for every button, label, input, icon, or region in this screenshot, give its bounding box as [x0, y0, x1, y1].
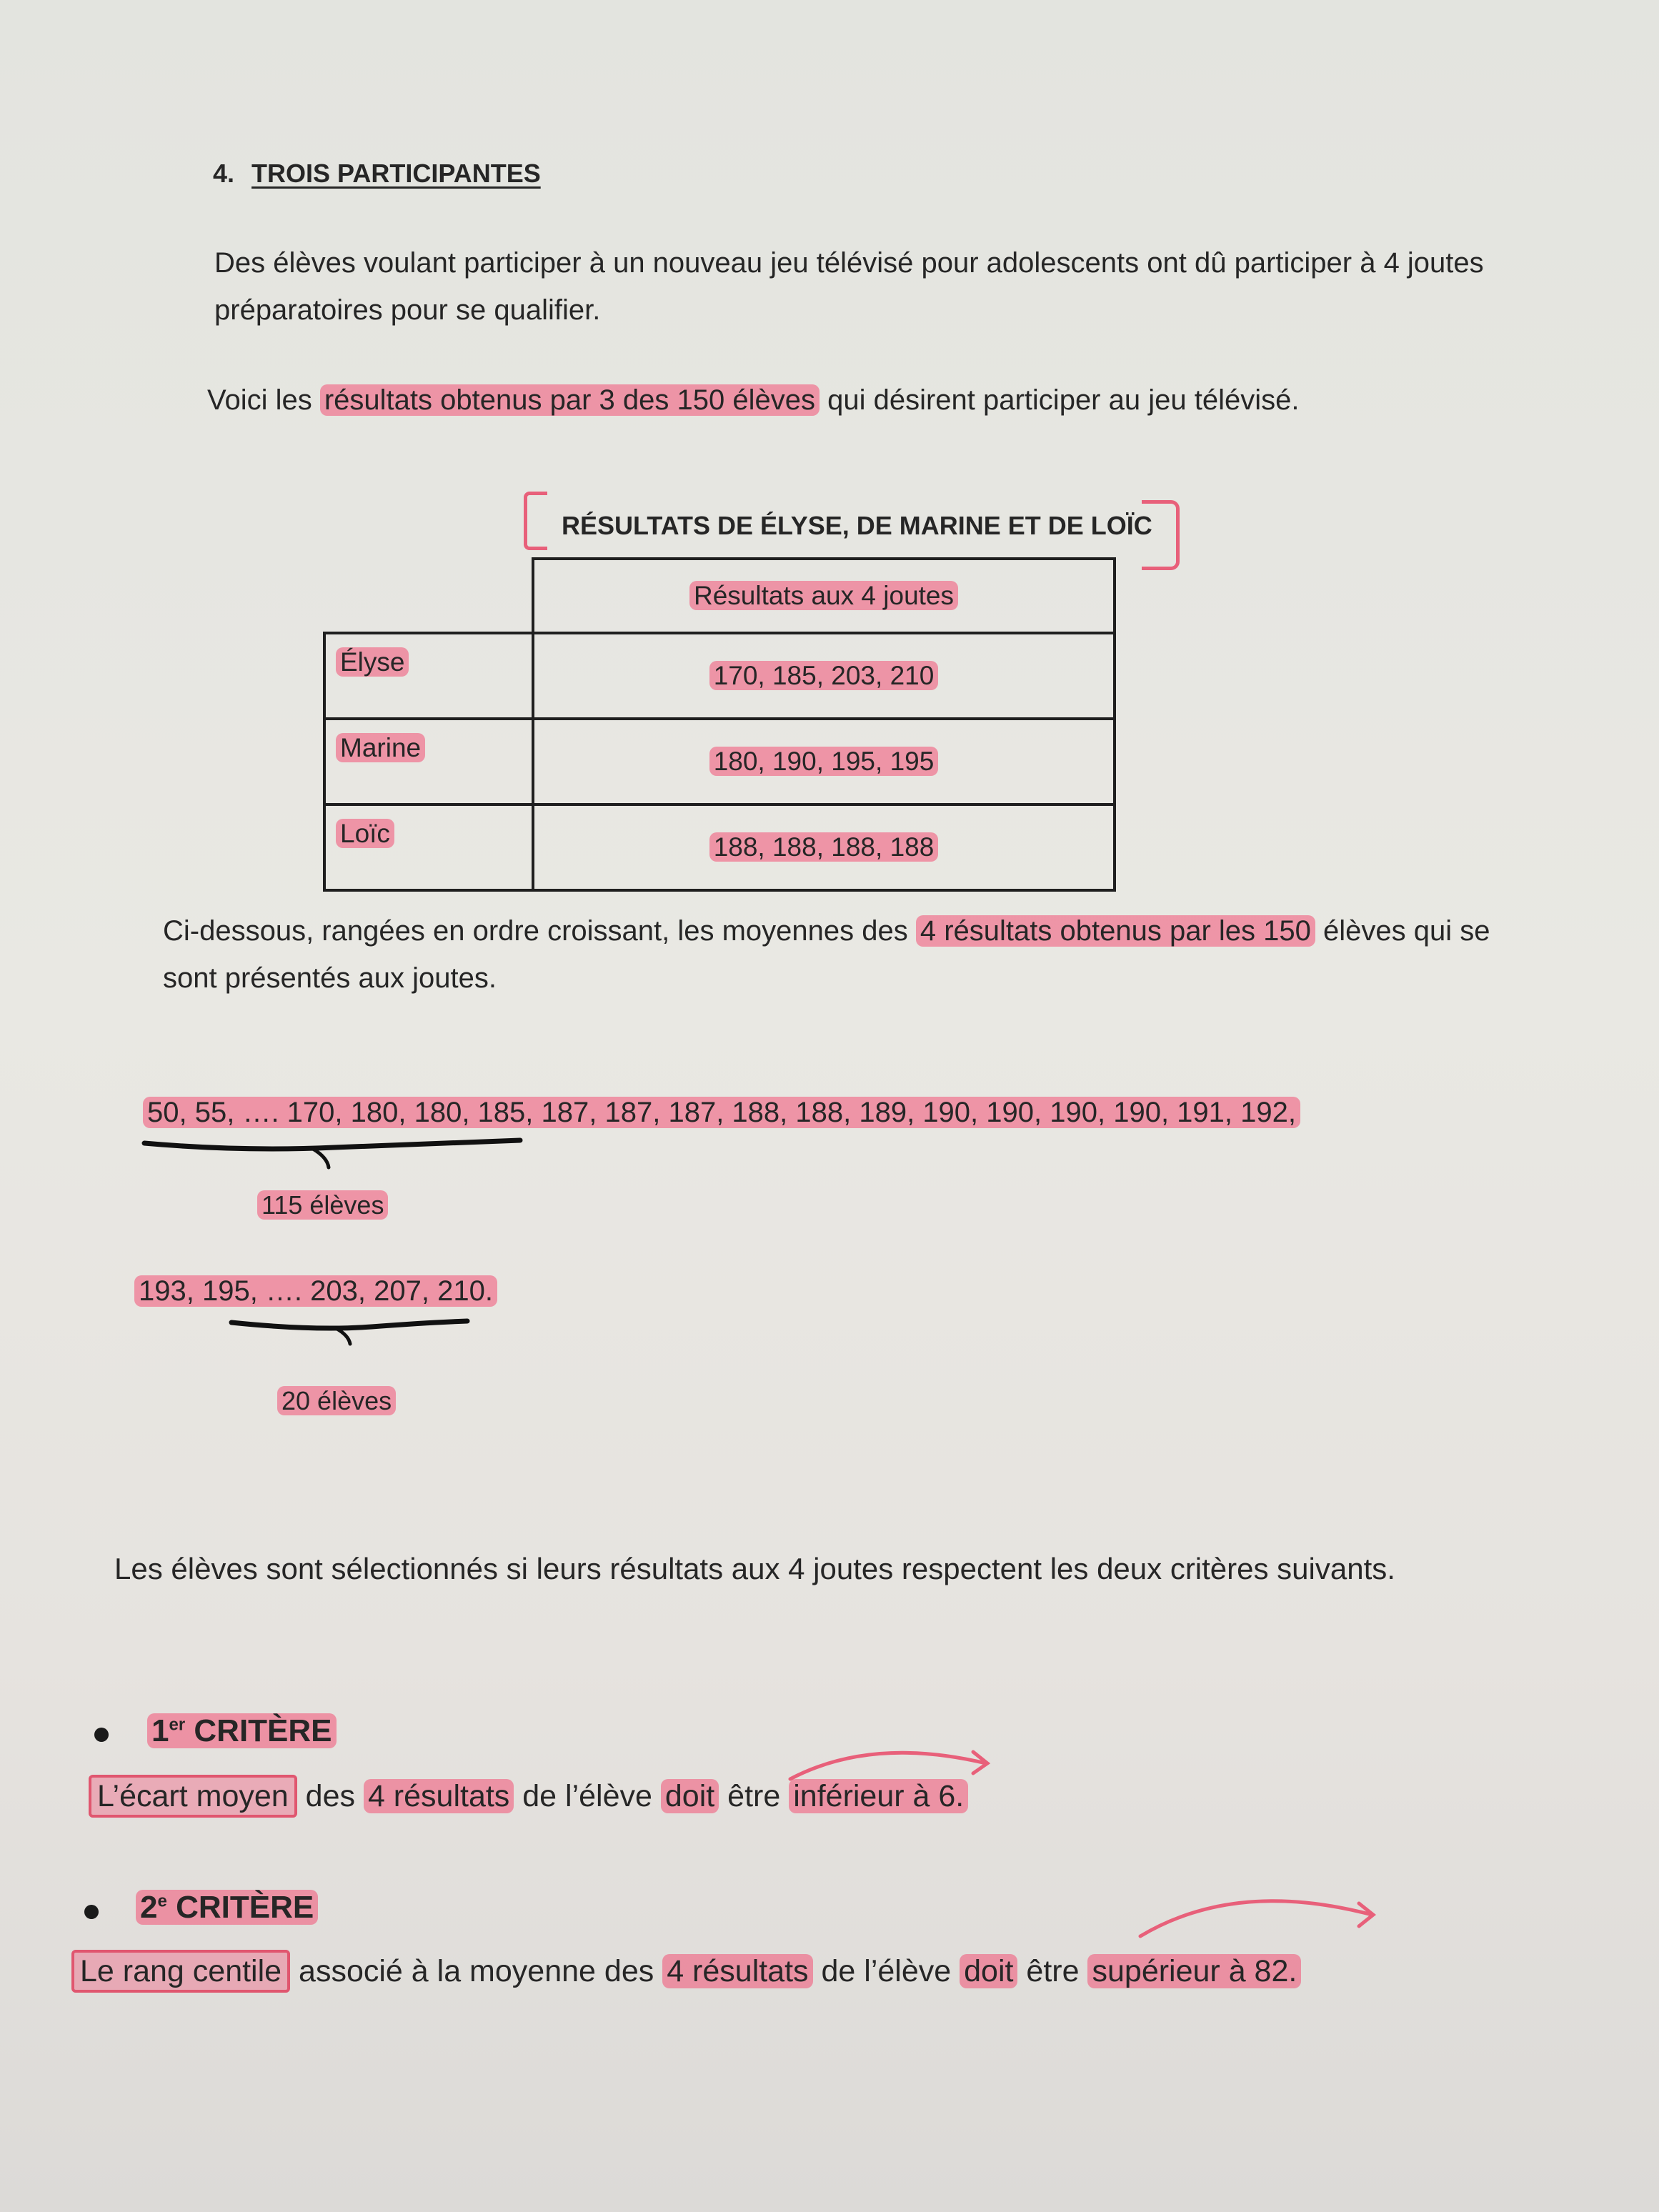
underbrace-mark-2: [229, 1317, 472, 1352]
table-header-row: [324, 559, 1115, 633]
ci-dessous-text-start: Ci-dessous, rangées en ordre croissant, les moyennes des: [163, 915, 916, 947]
table-row: [324, 633, 1115, 719]
criterion-2-term: Le rang centile: [71, 1950, 290, 1993]
bullet-icon: [94, 1728, 109, 1742]
criterion-2-text-part: associé à la moyenne des: [290, 1954, 663, 1988]
criterion-1-suffix: er: [169, 1715, 186, 1735]
count-label-1-text: 115 élèves: [257, 1190, 388, 1220]
criterion-2-text: [71, 1954, 1301, 1989]
criterion-2-label: CRITÈRE: [176, 1890, 314, 1925]
row-name-marine: Marine: [336, 733, 425, 762]
ci-dessous-highlight: 4 résultats obtenus par les 150: [916, 915, 1315, 947]
voici-highlight: résultats obtenus par 3 des 150 élèves: [320, 384, 819, 416]
row-name-loic: Loïc: [336, 819, 394, 848]
table-header-cell: [533, 559, 1115, 633]
voici-paragraph: [207, 377, 1299, 424]
row-name-elyse: Élyse: [336, 647, 409, 677]
table-row-name: [324, 719, 533, 804]
table-row-values: [533, 804, 1115, 890]
underbrace-mark-1: [141, 1136, 527, 1179]
ci-dessous-paragraph: [163, 907, 1520, 1002]
selection-paragraph: Les élèves sont sélectionnés si leurs résultats aux 4 joutes respectent les deux critères suivants.: [114, 1552, 1395, 1585]
section-heading: [213, 159, 541, 189]
section-number: 4.: [213, 159, 235, 188]
table-corner-cell: [324, 559, 533, 633]
criterion-2-highlight-doit: doit: [960, 1954, 1017, 1988]
criterion-2-heading-highlight: [136, 1890, 318, 1925]
intro-paragraph: Des élèves voulant participer à un nouveau jeu télévisé pour adolescents ont dû participer à 4 joutes préparatoires pour se qualifier.: [214, 247, 1484, 326]
criterion-2-suffix: e: [157, 1891, 167, 1911]
ci-dessous-text-end: élèves qui se sont présentés aux joutes.: [163, 915, 1490, 994]
row-values-elyse: 170, 185, 203, 210: [709, 661, 939, 690]
criterion-2-text-part: de l’élève: [812, 1954, 960, 1988]
criterion-1-heading-highlight: [147, 1713, 337, 1748]
criterion-1-text-part: de l’élève: [514, 1779, 661, 1813]
table-header-label: Résultats aux 4 joutes: [689, 581, 958, 610]
criterion-2-highlight-threshold: supérieur à 82.: [1087, 1954, 1301, 1988]
voici-text-start: Voici les: [207, 384, 320, 416]
table-row-name: [324, 633, 533, 719]
row-values-marine: 180, 190, 195, 195: [709, 747, 939, 776]
voici-text-end: qui désirent participer au jeu télévisé.: [819, 384, 1300, 416]
table-title: RÉSULTATS DE ÉLYSE, DE MARINE ET DE LOÏC: [562, 511, 1152, 540]
sequence-line-1: [143, 1097, 1300, 1129]
row-values-loic: 188, 188, 188, 188: [709, 832, 939, 862]
criterion-1-highlight-results: 4 résultats: [364, 1779, 514, 1813]
sequence-line-1-text: 50, 55, …. 170, 180, 180, 185, 187, 187, 187, 188, 188, 189, 190, 190, 190, 190, 191, 192,: [143, 1097, 1300, 1128]
criterion-2-highlight-results: 4 résultats: [662, 1954, 812, 1988]
criterion-1-text-part: des: [297, 1779, 364, 1813]
sequence-line-2-text: 193, 195, …. 203, 207, 210.: [134, 1275, 497, 1307]
table-row: [324, 804, 1115, 890]
table-row: [324, 719, 1115, 804]
criterion-1-highlight-doit: doit: [661, 1779, 719, 1813]
hand-arrow-2: [1136, 1886, 1379, 1943]
criterion-2-heading: [136, 1890, 318, 1925]
title-bracket-left: [524, 492, 547, 550]
criterion-2-ordinal: 2: [140, 1890, 158, 1925]
table-row-values: [533, 719, 1115, 804]
criterion-1-ordinal: 1: [151, 1713, 169, 1748]
criterion-1-heading: [147, 1713, 337, 1749]
criterion-1-text-part: être: [719, 1779, 789, 1813]
count-label-2-text: 20 élèves: [277, 1386, 396, 1415]
bullet-icon: [84, 1905, 99, 1919]
criterion-2-text-part: être: [1017, 1954, 1088, 1988]
criterion-1-highlight-threshold: inférieur à 6.: [789, 1779, 968, 1813]
criterion-1-label: CRITÈRE: [194, 1713, 332, 1748]
section-title: TROIS PARTICIPANTES: [251, 159, 541, 188]
results-table: [323, 557, 1116, 892]
criterion-1-term: L’écart moyen: [89, 1775, 297, 1818]
table-row-values: [533, 633, 1115, 719]
table-row-name: [324, 804, 533, 890]
criterion-1-text: [89, 1779, 968, 1814]
count-label-1: [257, 1190, 388, 1220]
sequence-line-2: [134, 1275, 497, 1307]
count-label-2: [277, 1386, 396, 1416]
